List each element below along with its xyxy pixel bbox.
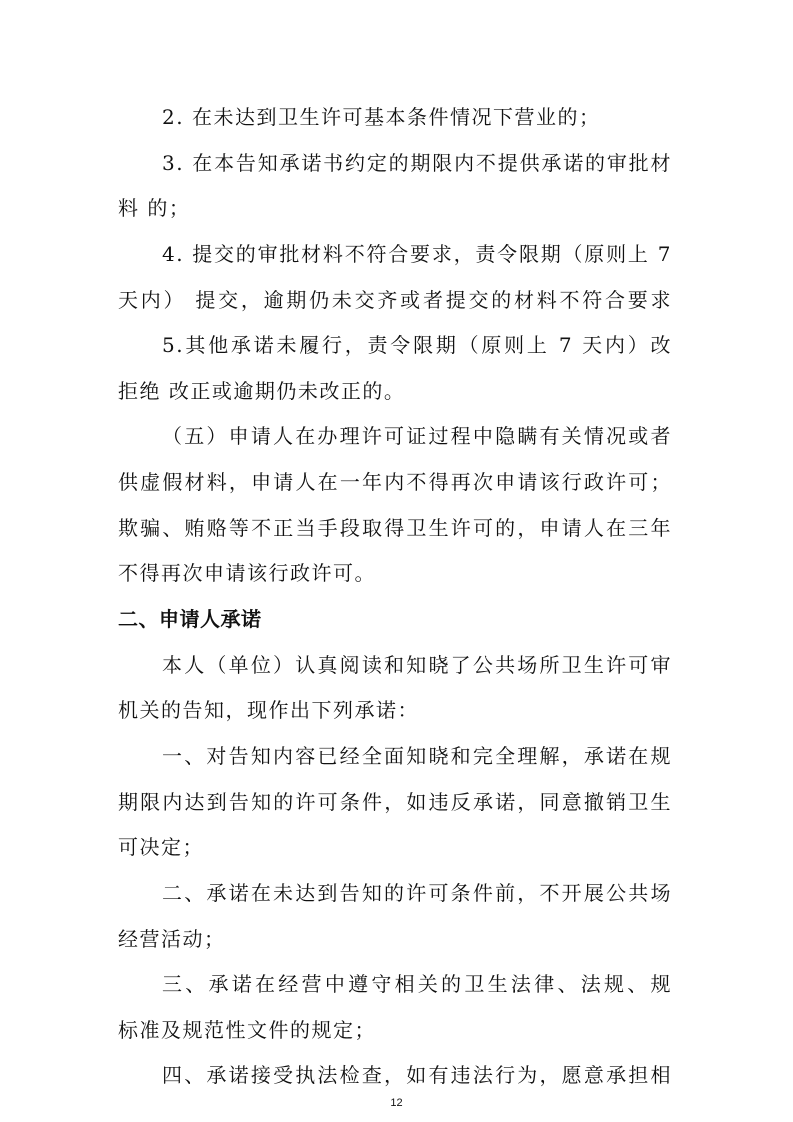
text-line: 二、承诺在未达到告知的许可条件前，不开展公共场 bbox=[162, 880, 672, 905]
text-line: 天内） 提交，逾期仍未交齐或者提交的材料不符合要求 bbox=[118, 287, 672, 312]
text-line: 标准及规范性文件的规定； bbox=[118, 1017, 376, 1042]
text-line: 拒绝 改正或逾期仍未改正的。 bbox=[118, 378, 406, 403]
text-line: 4. 提交的审批材料不符合要求，责令限期（原则上 7 bbox=[162, 241, 672, 266]
text-line: 四、承诺接受执法检查，如有违法行为，愿意承担相 bbox=[162, 1063, 672, 1088]
text-line: 3. 在本告知承诺书约定的期限内不提供承诺的审批材 bbox=[162, 150, 672, 175]
text-line: 2. 在未达到卫生许可基本条件情况下营业的； bbox=[162, 105, 601, 129]
text-line: 5.其他承诺未履行，责令限期（原则上 7 天内）改 bbox=[162, 333, 672, 358]
text-line: 料 的； bbox=[118, 196, 191, 221]
text-line: 欺骗、贿赂等不正当手段取得卫生许可的，申请人在三年 bbox=[118, 515, 672, 540]
text-line: 三、承诺在经营中遵守相关的卫生法律、法规、规 bbox=[162, 972, 672, 997]
text-line: 供虚假材料，申请人在一年内不得再次申请该行政许可； bbox=[118, 470, 672, 495]
text-line: 不得再次申请该行政许可。 bbox=[118, 561, 376, 586]
text-line: 经营活动； bbox=[118, 926, 226, 951]
page-number: 12 bbox=[390, 1097, 403, 1109]
text-line: 一、对告知内容已经全面知晓和完全理解，承诺在规 bbox=[162, 743, 672, 768]
text-line: 期限内达到告知的许可条件，如违反承诺，同意撤销卫生 bbox=[118, 789, 672, 814]
text-line: 本人（单位）认真阅读和知晓了公共场所卫生许可审 bbox=[162, 652, 672, 677]
text-line: 可决定； bbox=[118, 835, 204, 860]
text-line: 机关的告知，现作出下列承诺： bbox=[118, 698, 419, 723]
text-line: （五）申请人在办理许可证过程中隐瞒有关情况或者 bbox=[162, 424, 672, 449]
document-body bbox=[118, 95, 672, 1099]
section-heading: 二、申请人承诺 bbox=[118, 607, 262, 632]
